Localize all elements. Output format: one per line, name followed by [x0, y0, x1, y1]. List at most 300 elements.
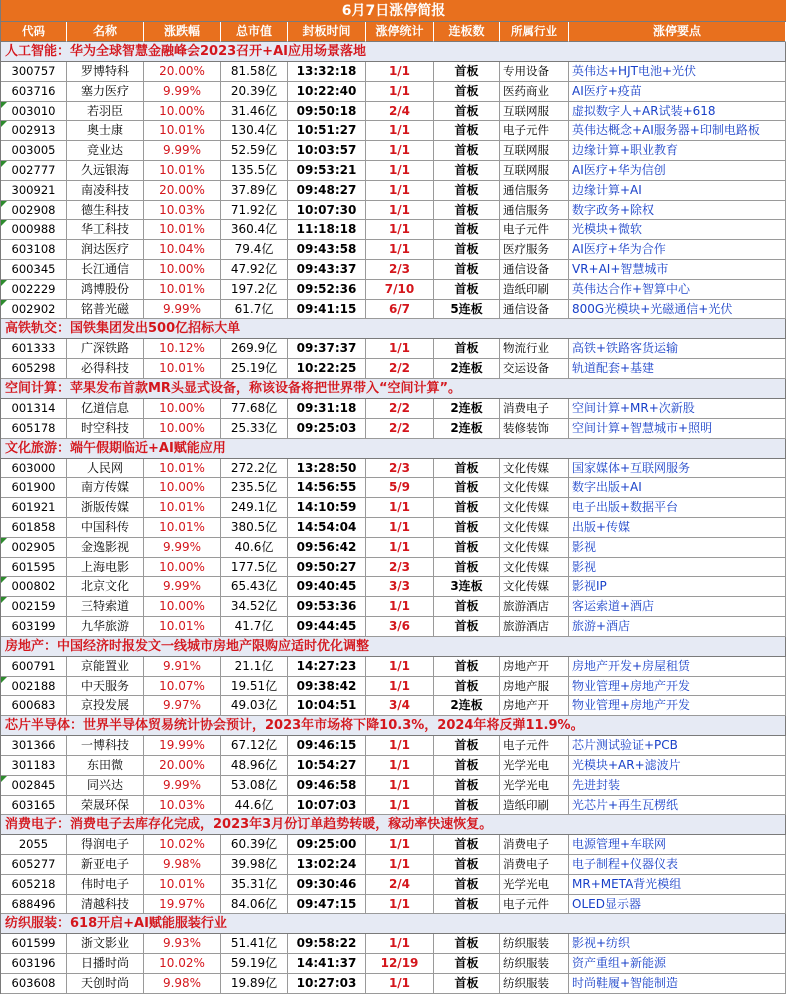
change-pct-cell: 20.00% [144, 62, 221, 82]
limit-stats-cell: 7/10 [366, 280, 434, 300]
stock-code-cell: 2055 [1, 835, 67, 855]
market-cap-cell: 380.5亿 [221, 518, 288, 538]
limit-stats-cell: 1/1 [366, 121, 434, 141]
stock-code-cell: 600683 [1, 696, 67, 716]
limit-stats-cell: 1/1 [366, 538, 434, 558]
table-row [1, 62, 786, 82]
change-pct-cell: 10.01% [144, 161, 221, 181]
limit-stats-cell: 1/1 [366, 657, 434, 677]
table-row [1, 696, 786, 716]
limit-stats-cell: 2/2 [366, 359, 434, 379]
limit-up-reason-cell: AI医疗+疫苗 [569, 82, 786, 102]
limit-up-reason-cell: 数字政务+除权 [569, 201, 786, 221]
limit-up-reason-cell: AI医疗+华为合作 [569, 240, 786, 260]
market-cap-cell: 135.5亿 [221, 161, 288, 181]
market-cap-cell: 51.41亿 [221, 934, 288, 954]
industry-cell: 光学光电 [500, 756, 569, 776]
market-cap-cell: 21.1亿 [221, 657, 288, 677]
seal-time-cell: 09:37:37 [288, 339, 366, 359]
industry-cell: 通信服务 [500, 201, 569, 221]
industry-cell: 交运设备 [500, 359, 569, 379]
table-row [1, 518, 786, 538]
stock-code-cell: 603000 [1, 459, 67, 479]
table-row [1, 141, 786, 161]
streak-count-cell: 首板 [434, 617, 500, 637]
stock-name-cell: 三特索道 [67, 597, 144, 617]
change-pct-cell: 9.97% [144, 696, 221, 716]
market-cap-cell: 272.2亿 [221, 459, 288, 479]
change-pct-cell: 10.00% [144, 419, 221, 439]
table-row [1, 280, 786, 300]
table-row [1, 102, 786, 122]
limit-up-reason-cell: MR+META背光模组 [569, 875, 786, 895]
streak-count-cell: 2连板 [434, 696, 500, 716]
limit-up-reason-cell: 光模块+微软 [569, 220, 786, 240]
limit-stats-cell: 1/1 [366, 161, 434, 181]
limit-stats-cell: 1/1 [366, 597, 434, 617]
stock-code-cell: 002913 [1, 121, 67, 141]
seal-time-cell: 09:53:36 [288, 597, 366, 617]
limit-stats-cell: 1/1 [366, 82, 434, 102]
limit-up-reason-cell: 800G光模块+光磁通信+光伏 [569, 300, 786, 320]
column-header-change: 涨跌幅 [144, 22, 221, 42]
table-row [1, 934, 786, 954]
change-pct-cell: 10.02% [144, 954, 221, 974]
market-cap-cell: 79.4亿 [221, 240, 288, 260]
stock-code-cell: 003005 [1, 141, 67, 161]
change-pct-cell: 10.03% [144, 796, 221, 816]
industry-cell: 电子元件 [500, 121, 569, 141]
industry-cell: 纺织服装 [500, 934, 569, 954]
stock-name-cell: 塞力医疗 [67, 82, 144, 102]
industry-cell: 文化传媒 [500, 498, 569, 518]
industry-cell: 消费电子 [500, 855, 569, 875]
stock-name-cell: 天创时尚 [67, 974, 144, 994]
change-pct-cell: 10.01% [144, 121, 221, 141]
stock-name-cell: 人民网 [67, 459, 144, 479]
table-row [1, 558, 786, 578]
stock-name-cell: 广深铁路 [67, 339, 144, 359]
seal-time-cell: 09:31:18 [288, 399, 366, 419]
stock-code-cell: 000988 [1, 220, 67, 240]
limit-up-reason-cell: 虚拟数字人+AR试装+618 [569, 102, 786, 122]
stock-code-cell: 002902 [1, 300, 67, 320]
streak-count-cell: 首板 [434, 934, 500, 954]
seal-time-cell: 09:30:46 [288, 875, 366, 895]
limit-up-reason-cell: 英伟达概念+AI服务器+印制电路板 [569, 121, 786, 141]
stock-name-cell: 伟时电子 [67, 875, 144, 895]
market-cap-cell: 49.03亿 [221, 696, 288, 716]
streak-count-cell: 首板 [434, 954, 500, 974]
table-row [1, 220, 786, 240]
stock-code-cell: 002908 [1, 201, 67, 221]
seal-time-cell: 09:46:15 [288, 736, 366, 756]
stock-code-cell: 605277 [1, 855, 67, 875]
stock-name-cell: 中国科传 [67, 518, 144, 538]
market-cap-cell: 31.46亿 [221, 102, 288, 122]
limit-stats-cell: 2/3 [366, 558, 434, 578]
table-row [1, 478, 786, 498]
limit-stats-cell: 1/1 [366, 677, 434, 697]
market-cap-cell: 249.1亿 [221, 498, 288, 518]
change-pct-cell: 10.01% [144, 359, 221, 379]
limit-up-reason-cell: 国家媒体+互联网服务 [569, 459, 786, 479]
section-heading: 纺织服装：618开启+AI赋能服装行业 [1, 914, 786, 934]
change-pct-cell: 10.01% [144, 220, 221, 240]
market-cap-cell: 20.39亿 [221, 82, 288, 102]
seal-time-cell: 14:10:59 [288, 498, 366, 518]
table-row [1, 855, 786, 875]
streak-count-cell: 首板 [434, 201, 500, 221]
table-row [1, 498, 786, 518]
change-pct-cell: 9.93% [144, 934, 221, 954]
market-cap-cell: 44.6亿 [221, 796, 288, 816]
seal-time-cell: 10:04:51 [288, 696, 366, 716]
table-row [1, 121, 786, 141]
seal-time-cell: 09:56:42 [288, 538, 366, 558]
market-cap-cell: 235.5亿 [221, 478, 288, 498]
limit-stats-cell: 1/1 [366, 835, 434, 855]
table-row [1, 577, 786, 597]
table-row [1, 954, 786, 974]
streak-count-cell: 2连板 [434, 399, 500, 419]
market-cap-cell: 19.51亿 [221, 677, 288, 697]
stock-name-cell: 长江通信 [67, 260, 144, 280]
seal-time-cell: 09:25:03 [288, 419, 366, 439]
industry-cell: 通信服务 [500, 181, 569, 201]
industry-cell: 光学光电 [500, 776, 569, 796]
table-row [1, 617, 786, 637]
streak-count-cell: 首板 [434, 895, 500, 915]
stock-name-cell: 南凌科技 [67, 181, 144, 201]
stock-name-cell: 南方传媒 [67, 478, 144, 498]
limit-up-reason-cell: 光芯片+再生瓦楞纸 [569, 796, 786, 816]
limit-up-reason-cell: 光模块+AR+滤波片 [569, 756, 786, 776]
change-pct-cell: 9.98% [144, 855, 221, 875]
industry-cell: 文化传媒 [500, 518, 569, 538]
change-pct-cell: 9.99% [144, 82, 221, 102]
table-row [1, 796, 786, 816]
table-row [1, 895, 786, 915]
limit-up-reason-cell: 边缘计算+职业教育 [569, 141, 786, 161]
streak-count-cell: 首板 [434, 736, 500, 756]
limit-up-reason-cell: 芯片测试验证+PCB [569, 736, 786, 756]
change-pct-cell: 10.00% [144, 399, 221, 419]
table-row [1, 240, 786, 260]
stock-name-cell: 浙版传媒 [67, 498, 144, 518]
stock-code-cell: 603716 [1, 82, 67, 102]
stock-name-cell: 罗博特科 [67, 62, 144, 82]
seal-time-cell: 14:54:04 [288, 518, 366, 538]
stock-name-cell: 铭普光磁 [67, 300, 144, 320]
streak-count-cell: 首板 [434, 538, 500, 558]
section-heading: 空间计算：苹果发布首款MR头显式设备，称该设备将把世界带入“空间计算”。 [1, 379, 786, 399]
table-row [1, 538, 786, 558]
limit-up-reason-cell: AI医疗+华为信创 [569, 161, 786, 181]
limit-up-reason-cell: 数字出版+AI [569, 478, 786, 498]
change-pct-cell: 9.99% [144, 300, 221, 320]
column-header-industry: 所属行业 [500, 22, 569, 42]
stock-code-cell: 601333 [1, 339, 67, 359]
streak-count-cell: 首板 [434, 478, 500, 498]
stock-name-cell: 荣晟环保 [67, 796, 144, 816]
limit-stats-cell: 1/1 [366, 141, 434, 161]
streak-count-cell: 首板 [434, 855, 500, 875]
limit-stats-cell: 6/7 [366, 300, 434, 320]
change-pct-cell: 10.01% [144, 459, 221, 479]
table-row [1, 875, 786, 895]
change-pct-cell: 10.01% [144, 617, 221, 637]
seal-time-cell: 09:40:45 [288, 577, 366, 597]
change-pct-cell: 10.00% [144, 478, 221, 498]
section-heading: 房地产：中国经济时报发文一线城市房地产限购应适时优化调整 [1, 637, 786, 657]
industry-cell: 物流行业 [500, 339, 569, 359]
seal-time-cell: 10:03:57 [288, 141, 366, 161]
stock-code-cell: 603165 [1, 796, 67, 816]
stock-name-cell: 金逸影视 [67, 538, 144, 558]
streak-count-cell: 首板 [434, 518, 500, 538]
seal-time-cell: 09:58:22 [288, 934, 366, 954]
streak-count-cell: 2连板 [434, 419, 500, 439]
limit-stats-cell: 1/1 [366, 895, 434, 915]
limit-up-reason-cell: 影视IP [569, 577, 786, 597]
table-row [1, 161, 786, 181]
seal-time-cell: 09:53:21 [288, 161, 366, 181]
limit-stats-cell: 1/1 [366, 736, 434, 756]
limit-stats-cell: 1/1 [366, 181, 434, 201]
limit-stats-cell: 1/1 [366, 934, 434, 954]
stock-name-cell: 中天服务 [67, 677, 144, 697]
market-cap-cell: 34.52亿 [221, 597, 288, 617]
limit-up-reason-cell: 电源管理+车联网 [569, 835, 786, 855]
market-cap-cell: 360.4亿 [221, 220, 288, 240]
industry-cell: 电子元件 [500, 736, 569, 756]
streak-count-cell: 首板 [434, 161, 500, 181]
limit-up-reason-cell: 先进封装 [569, 776, 786, 796]
limit-stats-cell: 2/4 [366, 102, 434, 122]
industry-cell: 文化传媒 [500, 577, 569, 597]
streak-count-cell: 首板 [434, 121, 500, 141]
change-pct-cell: 20.00% [144, 756, 221, 776]
stock-name-cell: 九华旅游 [67, 617, 144, 637]
seal-time-cell: 09:50:27 [288, 558, 366, 578]
streak-count-cell: 首板 [434, 498, 500, 518]
seal-time-cell: 09:41:15 [288, 300, 366, 320]
stock-code-cell: 605218 [1, 875, 67, 895]
table-row [1, 399, 786, 419]
stock-code-cell: 002905 [1, 538, 67, 558]
market-cap-cell: 130.4亿 [221, 121, 288, 141]
industry-cell: 房地产开 [500, 657, 569, 677]
stock-name-cell: 清越科技 [67, 895, 144, 915]
change-pct-cell: 10.03% [144, 201, 221, 221]
stock-name-cell: 日播时尚 [67, 954, 144, 974]
seal-time-cell: 09:47:15 [288, 895, 366, 915]
section-heading: 人工智能：华为全球智慧金融峰会2023召开+AI应用场景落地 [1, 42, 786, 62]
stock-name-cell: 亿道信息 [67, 399, 144, 419]
market-cap-cell: 37.89亿 [221, 181, 288, 201]
stock-name-cell: 华工科技 [67, 220, 144, 240]
industry-cell: 电子元件 [500, 895, 569, 915]
change-pct-cell: 19.97% [144, 895, 221, 915]
column-header-market-cap: 总市值 [221, 22, 288, 42]
limit-up-reason-cell: 时尚鞋履+智能制造 [569, 974, 786, 994]
column-header-reason: 涨停要点 [569, 22, 786, 42]
stock-name-cell: 东田微 [67, 756, 144, 776]
limit-up-reason-cell: 房地产开发+房屋租赁 [569, 657, 786, 677]
limit-up-reason-cell: OLED显示器 [569, 895, 786, 915]
seal-time-cell: 10:22:40 [288, 82, 366, 102]
industry-cell: 文化传媒 [500, 478, 569, 498]
limit-stats-cell: 1/1 [366, 201, 434, 221]
section-heading: 高铁轨交：国铁集团发出500亿招标大单 [1, 319, 786, 339]
limit-up-reason-cell: 影视+纺织 [569, 934, 786, 954]
market-cap-cell: 25.33亿 [221, 419, 288, 439]
streak-count-cell: 首板 [434, 220, 500, 240]
industry-cell: 电子元件 [500, 220, 569, 240]
industry-cell: 消费电子 [500, 399, 569, 419]
market-cap-cell: 41.7亿 [221, 617, 288, 637]
streak-count-cell: 首板 [434, 796, 500, 816]
table-row [1, 736, 786, 756]
limit-stats-cell: 3/6 [366, 617, 434, 637]
limit-stats-cell: 2/2 [366, 419, 434, 439]
streak-count-cell: 首板 [434, 240, 500, 260]
seal-time-cell: 09:52:36 [288, 280, 366, 300]
table-row [1, 181, 786, 201]
stock-code-cell: 300757 [1, 62, 67, 82]
stock-name-cell: 同兴达 [67, 776, 144, 796]
seal-time-cell: 09:43:37 [288, 260, 366, 280]
seal-time-cell: 10:51:27 [288, 121, 366, 141]
stock-name-cell: 得润电子 [67, 835, 144, 855]
stock-code-cell: 002159 [1, 597, 67, 617]
column-header-row [1, 22, 786, 42]
industry-cell: 房地产服 [500, 677, 569, 697]
industry-cell: 通信设备 [500, 260, 569, 280]
market-cap-cell: 177.5亿 [221, 558, 288, 578]
limit-stats-cell: 1/1 [366, 220, 434, 240]
limit-stats-cell: 1/1 [366, 796, 434, 816]
stock-code-cell: 001314 [1, 399, 67, 419]
stock-code-cell: 002777 [1, 161, 67, 181]
stock-name-cell: 奥士康 [67, 121, 144, 141]
limit-stats-cell: 2/4 [366, 875, 434, 895]
limit-stats-cell: 1/1 [366, 62, 434, 82]
seal-time-cell: 11:18:18 [288, 220, 366, 240]
industry-cell: 互联网服 [500, 102, 569, 122]
seal-time-cell: 10:54:27 [288, 756, 366, 776]
industry-cell: 互联网服 [500, 141, 569, 161]
table-row [1, 776, 786, 796]
market-cap-cell: 52.59亿 [221, 141, 288, 161]
change-pct-cell: 10.00% [144, 597, 221, 617]
seal-time-cell: 13:28:50 [288, 459, 366, 479]
change-pct-cell: 20.00% [144, 181, 221, 201]
table-row [1, 260, 786, 280]
market-cap-cell: 65.43亿 [221, 577, 288, 597]
seal-time-cell: 14:27:23 [288, 657, 366, 677]
stock-code-cell: 605298 [1, 359, 67, 379]
limit-stats-cell: 2/3 [366, 459, 434, 479]
table-row [1, 300, 786, 320]
stock-code-cell: 600791 [1, 657, 67, 677]
limit-stats-cell: 1/1 [366, 339, 434, 359]
change-pct-cell: 10.01% [144, 498, 221, 518]
streak-count-cell: 首板 [434, 776, 500, 796]
streak-count-cell: 首板 [434, 597, 500, 617]
industry-cell: 纺织服装 [500, 974, 569, 994]
limit-stats-cell: 3/4 [366, 696, 434, 716]
industry-cell: 纺织服装 [500, 954, 569, 974]
limit-up-reason-cell: 旅游+酒店 [569, 617, 786, 637]
seal-time-cell: 13:02:24 [288, 855, 366, 875]
limit-up-reason-cell: VR+AI+智慧城市 [569, 260, 786, 280]
streak-count-cell: 首板 [434, 677, 500, 697]
seal-time-cell: 09:38:42 [288, 677, 366, 697]
streak-count-cell: 首板 [434, 835, 500, 855]
stock-name-cell: 必得科技 [67, 359, 144, 379]
change-pct-cell: 9.99% [144, 577, 221, 597]
table-row [1, 459, 786, 479]
industry-cell: 文化传媒 [500, 538, 569, 558]
stock-name-cell: 德生科技 [67, 201, 144, 221]
seal-time-cell: 09:48:27 [288, 181, 366, 201]
limit-up-reason-cell: 影视 [569, 558, 786, 578]
stock-name-cell: 一博科技 [67, 736, 144, 756]
stock-name-cell: 鸿博股份 [67, 280, 144, 300]
stock-name-cell: 润达医疗 [67, 240, 144, 260]
stock-code-cell: 600345 [1, 260, 67, 280]
change-pct-cell: 10.00% [144, 558, 221, 578]
market-cap-cell: 81.58亿 [221, 62, 288, 82]
stock-code-cell: 002845 [1, 776, 67, 796]
table-row [1, 974, 786, 994]
industry-cell: 旅游酒店 [500, 597, 569, 617]
stock-code-cell: 002188 [1, 677, 67, 697]
market-cap-cell: 39.98亿 [221, 855, 288, 875]
stock-code-cell: 603108 [1, 240, 67, 260]
limit-up-reason-cell: 英伟达+HJT电池+光伏 [569, 62, 786, 82]
market-cap-cell: 269.9亿 [221, 339, 288, 359]
seal-time-cell: 10:27:03 [288, 974, 366, 994]
industry-cell: 医药商业 [500, 82, 569, 102]
limit-up-reason-cell: 空间计算+MR+次新股 [569, 399, 786, 419]
table-row [1, 339, 786, 359]
report-title: 6月7日涨停简报 [1, 0, 786, 22]
change-pct-cell: 10.01% [144, 518, 221, 538]
limit-stats-cell: 1/1 [366, 498, 434, 518]
streak-count-cell: 首板 [434, 339, 500, 359]
change-pct-cell: 10.02% [144, 835, 221, 855]
industry-cell: 文化传媒 [500, 459, 569, 479]
limit-up-reason-cell: 空间计算+智慧城市+照明 [569, 419, 786, 439]
streak-count-cell: 首板 [434, 260, 500, 280]
market-cap-cell: 61.7亿 [221, 300, 288, 320]
change-pct-cell: 10.12% [144, 339, 221, 359]
streak-count-cell: 2连板 [434, 359, 500, 379]
seal-time-cell: 10:07:30 [288, 201, 366, 221]
seal-time-cell: 09:43:58 [288, 240, 366, 260]
market-cap-cell: 47.92亿 [221, 260, 288, 280]
industry-cell: 专用设备 [500, 62, 569, 82]
table-row [1, 657, 786, 677]
column-header-limit-stats: 涨停统计 [366, 22, 434, 42]
market-cap-cell: 59.19亿 [221, 954, 288, 974]
stock-name-cell: 竞业达 [67, 141, 144, 161]
industry-cell: 房地产开 [500, 696, 569, 716]
stock-name-cell: 北京文化 [67, 577, 144, 597]
